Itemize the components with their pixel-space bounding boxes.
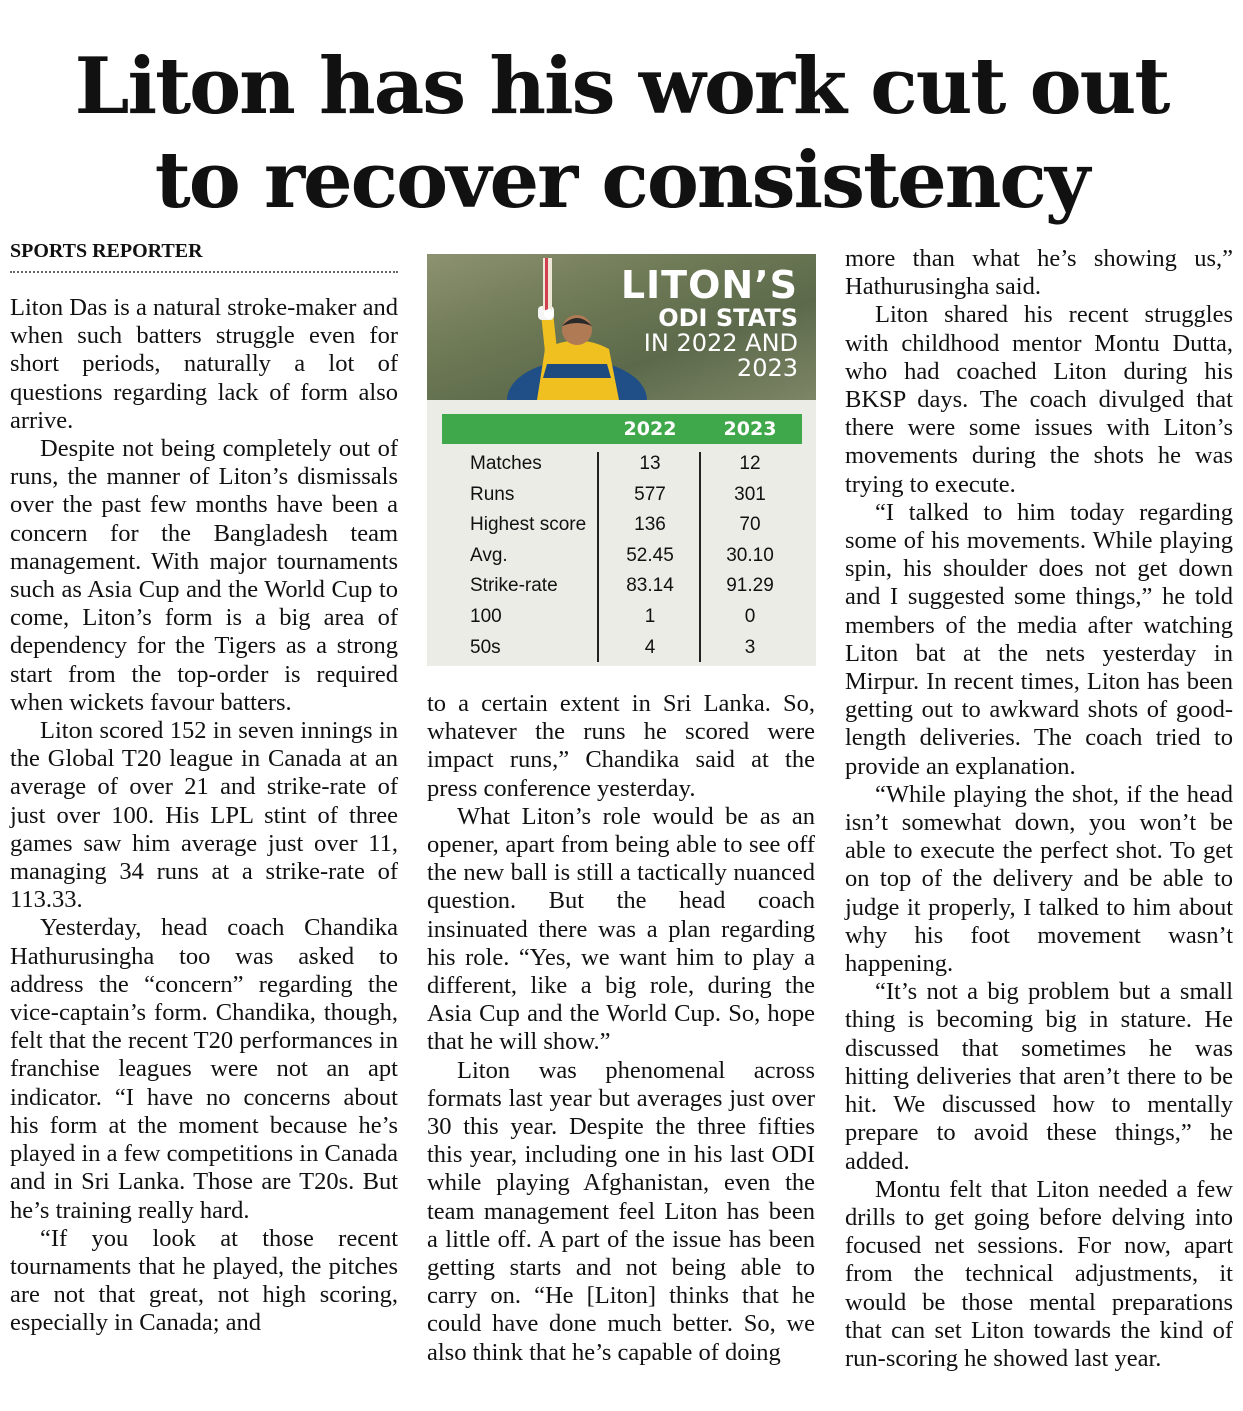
stat-value-2022: 4 <box>644 636 656 658</box>
stat-label: Avg. <box>470 544 508 566</box>
stat-value-2022: 83.14 <box>626 575 674 597</box>
paragraph: more than what he’s showing us,” Hathurusingha said. <box>845 245 1233 301</box>
paragraph: Liton Das is a natural stroke-maker and when such batters struggle even for short periods, naturally a lot of questions regarding lack of form also arrive. <box>10 294 398 434</box>
headline-line-2: to recover consistency <box>154 135 1089 226</box>
paragraph: Despite not being completely out of runs, the manner of Liton’s dismissals over the past few months have been a concern for the Bangladesh team management. With major tournaments such as Asia Cup and the World Cup to come, Liton’s form is a big area of dependency for the Tigers as a strong start from the top-order is required when wickets favour batters. <box>10 435 398 716</box>
column-divider <box>699 452 701 662</box>
stat-value-2023: 91.29 <box>726 575 774 597</box>
byline: SPORTS REPORTER <box>10 240 398 273</box>
paragraph: Yesterday, head coach Chandika Hathurusingha too was asked to address the “concern” regarding the vice-captain’s form. Chandika, though, felt that the recent T20 performances in franchise leagues were not an apt indicator. “I have no concerns about his form at the moment because he’s played in a few competitions in Canada and in Sri Lanka. Those are T20s. But he’s training really hard. <box>10 914 398 1224</box>
stats-row-runs <box>442 479 802 510</box>
stats-title-line: IN 2022 AND <box>643 329 798 358</box>
article-column-1 <box>10 294 398 1338</box>
year-2023-header: 2023 <box>723 418 777 440</box>
stat-value-2022: 136 <box>634 514 666 536</box>
headline-line-1: Liton has his work cut out <box>74 41 1169 132</box>
headline <box>0 40 1243 228</box>
stat-value-2023: 12 <box>739 453 761 474</box>
paragraph: Liton scored 152 in seven innings in the Global T20 league in Canada at an average of over 21 and strike-rate of just over 100. His LPL stint of three games saw him average just over 11, managing 34 runs at a strike-rate of 113.33. <box>10 717 398 914</box>
paragraph: to a certain extent in Sri Lanka. So, whatever the runs he scored were impact runs,” Chandika said at the press conference yesterday. <box>427 690 815 802</box>
stat-value-2022: 577 <box>634 483 666 505</box>
stats-row-highest-score <box>442 509 802 540</box>
paragraph: Liton shared his recent struggles with childhood mentor Montu Dutta, who had coached Liton during his BKSP days. The coach divulged that there were some issues with Liton’s movements during the shots he was trying to execute. <box>845 301 1233 498</box>
stats-title <box>620 263 798 383</box>
paragraph: Liton was phenomenal across formats last year but averages just over 30 this year. Despite the three fifties this year, including one in his last ODI while playing Afghanistan, even the team management feel Liton has been a little off. A part of the issue has been getting starts and not being able to carry on. “He [Liton] thinks that he could have done much better. So, we also think that he’s capable of doing <box>427 1056 815 1366</box>
stats-row-average <box>442 540 802 571</box>
stats-title-line: 2023 <box>736 354 798 383</box>
stats-row-fifties <box>442 632 802 663</box>
stat-value-2022: 52.45 <box>626 544 674 566</box>
paragraph: Montu felt that Liton needed a few drills to get going before delving into focused net sessions. For now, apart from the technical adjustments, it would be those mental preparations that can set Liton towards the kind of run-scoring he showed last year. <box>845 1175 1233 1372</box>
stat-label: 100 <box>470 605 502 627</box>
paragraph: “It’s not a big problem but a small thing is becoming big in stature. He discussed that sometimes he was hitting deliveries that aren’t there to be hit. We discussed how to mentally prepare to avoid these things,” he added. <box>845 978 1233 1175</box>
paragraph: “While playing the shot, if the head isn’t somewhat down, you won’t be able to execute the perfect shot. To get on top of the delivery and be able to judge it properly, I talked to him about why his foot movement wasn’t happening. <box>845 780 1233 978</box>
stats-row-matches <box>442 448 802 479</box>
stats-table-header <box>442 414 802 444</box>
paragraph: “If you look at those recent tournaments that he played, the pitches are not that great, not high scoring, especially in Canada; and <box>10 1224 398 1337</box>
paragraph: What Liton’s role would be as an opener, apart from being able to see off the new ball is still a tactically nuanced question. But the head coach insinuated there was a plan regarding his role. “Yes, we want him to play a different, like a big role, during the Asia Cup and the World Cup. So, hope that he will show.” <box>427 802 815 1056</box>
player-photo <box>427 254 816 400</box>
column-divider <box>597 452 599 662</box>
stat-label: Highest score <box>470 514 587 536</box>
stat-value-2023: 301 <box>734 483 766 505</box>
stat-value-2022: 13 <box>639 453 661 474</box>
paragraph: “I talked to him today regarding some of his movements. While playing spin, his shoulder does not get down and I suggested some things,” he told members of the media after watching Liton bat at the nets yesterday in Mirpur. In recent times, Liton has been getting out to awkward shots of good-length deliveries. The coach tried to provide an explanation. <box>845 498 1233 780</box>
stat-value-2023: 30.10 <box>726 544 774 566</box>
stats-title-line: LITON’S <box>620 263 798 307</box>
article-column-3 <box>845 245 1233 1373</box>
year-2022-header: 2022 <box>623 418 677 440</box>
stats-table <box>442 414 802 662</box>
stats-box <box>427 254 816 666</box>
stat-label: Runs <box>470 483 515 505</box>
stat-label: 50s <box>470 636 501 658</box>
stats-row-strike-rate <box>442 570 802 601</box>
article-column-2 <box>427 690 815 1367</box>
stats-title-line: ODI STATS <box>658 303 798 332</box>
stat-value-2023: 3 <box>744 636 756 658</box>
stat-label: Matches <box>470 453 542 474</box>
stats-row-hundreds <box>442 601 802 632</box>
stat-value-2023: 0 <box>744 605 756 627</box>
stat-value-2022: 1 <box>644 605 656 627</box>
stat-label: Strike-rate <box>470 575 558 597</box>
stat-value-2023: 70 <box>739 514 761 536</box>
